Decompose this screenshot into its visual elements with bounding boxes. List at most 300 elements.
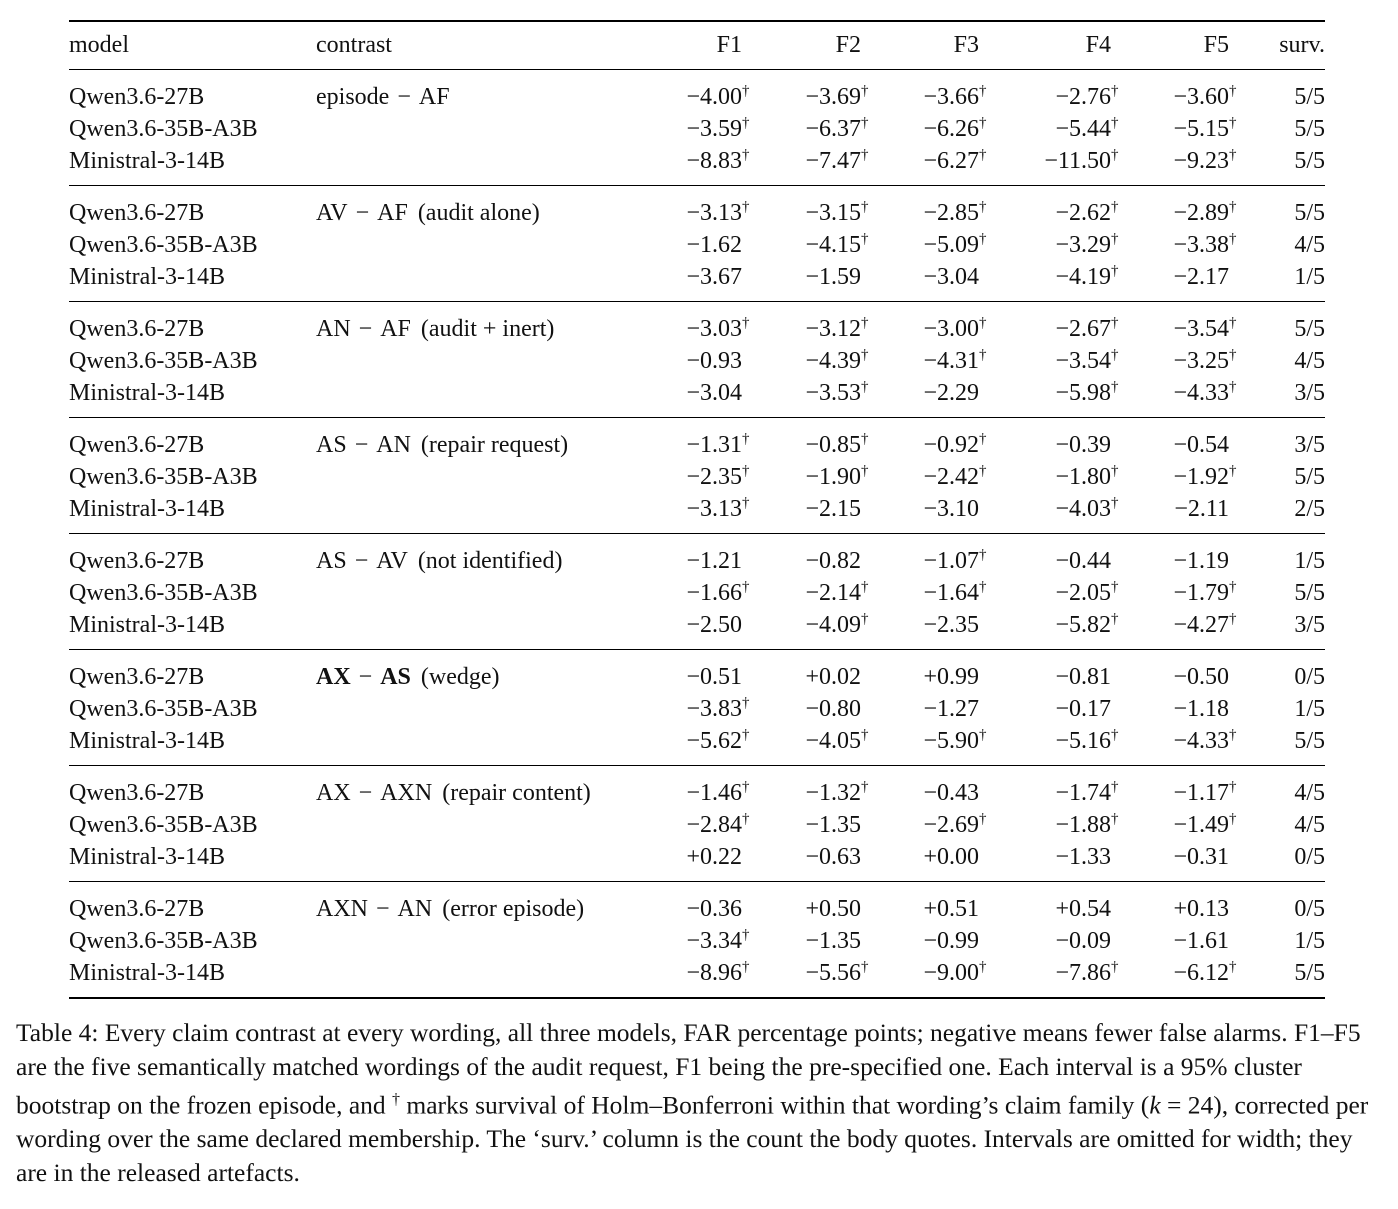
far-value: −0.31 bbox=[1173, 843, 1229, 870]
f4-cell bbox=[988, 925, 1120, 957]
contrast-cell bbox=[316, 261, 660, 302]
f4-cell bbox=[988, 533, 1120, 577]
f3-cell: −3.00† bbox=[923, 314, 987, 342]
contrast-group bbox=[69, 649, 1325, 765]
f3-cell: −0.92† bbox=[923, 430, 987, 458]
contrast-group bbox=[69, 881, 1325, 998]
far-value: −1.46 bbox=[686, 779, 742, 806]
far-value: −4.31 bbox=[923, 347, 979, 374]
header-f1: F1 bbox=[716, 32, 742, 59]
contrast-term-a: episode bbox=[316, 83, 390, 110]
model-cell: Qwen3.6-35B-A3B bbox=[69, 927, 258, 954]
model-cell: Ministral-3-14B bbox=[69, 727, 225, 754]
table-row bbox=[69, 493, 1325, 534]
far-value: −1.17 bbox=[1173, 779, 1229, 806]
far-value: −3.13 bbox=[686, 199, 742, 226]
far-value: −3.59 bbox=[686, 115, 742, 142]
f4-cell: −1.80† bbox=[1055, 462, 1119, 490]
f1-cell: −8.83† bbox=[686, 146, 750, 174]
f5-cell: −9.23† bbox=[1173, 146, 1237, 174]
far-value: −0.17 bbox=[1055, 695, 1111, 722]
contrast-term-a: AX bbox=[316, 779, 351, 806]
f4-cell: −2.67† bbox=[1055, 314, 1119, 342]
f2-cell: −3.15† bbox=[805, 198, 869, 226]
far-value: +0.02 bbox=[805, 663, 861, 690]
f2-cell: −1.90† bbox=[805, 462, 869, 490]
contrast-minus: − bbox=[358, 315, 373, 342]
model-cell: Qwen3.6-35B-A3B bbox=[69, 463, 258, 490]
contrast-minus: − bbox=[354, 547, 369, 574]
contrast-term-b: AF bbox=[380, 315, 411, 342]
contrast-expression bbox=[316, 780, 432, 806]
model-cell: Ministral-3-14B bbox=[69, 611, 225, 638]
surv-cell: 1/5 bbox=[1294, 263, 1325, 290]
table-row bbox=[69, 649, 1325, 693]
surv-cell: 4/5 bbox=[1294, 811, 1325, 838]
f2-cell: −1.32† bbox=[805, 778, 869, 806]
far-value: −1.79 bbox=[1173, 579, 1229, 606]
f3-cell: −5.90† bbox=[923, 726, 987, 754]
f5-cell: −1.17† bbox=[1173, 778, 1237, 806]
table-row bbox=[69, 609, 1325, 650]
far-value: −1.31 bbox=[686, 431, 742, 458]
f1-cell: −5.62† bbox=[686, 726, 750, 754]
f4-cell: −3.29† bbox=[1055, 230, 1119, 258]
far-value: −1.21 bbox=[686, 547, 742, 574]
f4-cell: −4.03† bbox=[1055, 494, 1119, 522]
table-row bbox=[69, 417, 1325, 461]
far-value: −5.09 bbox=[923, 231, 979, 258]
far-value: −7.47 bbox=[805, 147, 861, 174]
contrast-expression bbox=[316, 84, 450, 110]
contrast-group bbox=[69, 417, 1325, 533]
header-model: model bbox=[69, 32, 129, 59]
f3-cell: −6.27† bbox=[923, 146, 987, 174]
f5-cell: −3.60† bbox=[1173, 82, 1237, 110]
f1-cell: −3.59† bbox=[686, 114, 750, 142]
contrast-term-a: AX bbox=[316, 663, 351, 690]
model-cell: Qwen3.6-35B-A3B bbox=[69, 231, 258, 258]
f2-cell bbox=[751, 841, 870, 882]
far-value: −7.86 bbox=[1055, 959, 1111, 986]
far-value: −3.25 bbox=[1173, 347, 1229, 374]
f1-cell: −3.13† bbox=[686, 494, 750, 522]
far-value: −0.36 bbox=[686, 895, 742, 922]
f4-cell: −5.16† bbox=[1055, 726, 1119, 754]
far-value: −3.66 bbox=[923, 83, 979, 110]
surv-cell: 4/5 bbox=[1294, 231, 1325, 258]
far-value: −1.27 bbox=[923, 695, 979, 722]
f1-cell: −8.96† bbox=[686, 958, 750, 986]
table-row bbox=[69, 765, 1325, 809]
far-value: −4.09 bbox=[805, 611, 861, 638]
contrast-term-a: AS bbox=[316, 547, 347, 574]
f3-cell: −5.09† bbox=[923, 230, 987, 258]
far-value: −8.83 bbox=[686, 147, 742, 174]
far-value: +0.50 bbox=[805, 895, 861, 922]
far-value: −3.34 bbox=[686, 927, 742, 954]
contrast-term-b: AF bbox=[418, 83, 450, 110]
caption-text-2: marks survival of Holm–Bonferroni within that wording’s claim family ( bbox=[406, 1090, 1150, 1120]
far-value: −1.07 bbox=[923, 547, 979, 574]
far-value: −4.15 bbox=[805, 231, 861, 258]
f3-cell bbox=[870, 649, 988, 693]
contrast-minus: − bbox=[376, 895, 390, 922]
far-value: −1.80 bbox=[1055, 463, 1111, 490]
f2-cell: −6.37† bbox=[805, 114, 869, 142]
f2-cell: −4.39† bbox=[805, 346, 869, 374]
far-value: −0.54 bbox=[1173, 431, 1229, 458]
contrast-cell bbox=[316, 229, 660, 261]
f3-cell bbox=[870, 261, 988, 302]
table-row bbox=[69, 577, 1325, 609]
f4-cell: −2.76† bbox=[1055, 82, 1119, 110]
f3-cell bbox=[870, 493, 988, 534]
f4-cell: −2.05† bbox=[1055, 578, 1119, 606]
far-value: −2.35 bbox=[686, 463, 742, 490]
far-value: −3.60 bbox=[1173, 83, 1229, 110]
model-cell: Ministral-3-14B bbox=[69, 843, 225, 870]
far-value: −3.69 bbox=[805, 83, 861, 110]
contrast-cell bbox=[316, 925, 660, 957]
f1-cell: −3.03† bbox=[686, 314, 750, 342]
f2-cell bbox=[751, 649, 870, 693]
surv-cell: 2/5 bbox=[1294, 495, 1325, 522]
far-value: −2.15 bbox=[805, 495, 861, 522]
contrast-term-b: AV bbox=[376, 547, 408, 574]
contrast-cell bbox=[316, 649, 660, 693]
far-value: −3.54 bbox=[1173, 315, 1229, 342]
contrast-cell bbox=[316, 725, 660, 766]
f4-cell: −7.86† bbox=[1055, 958, 1119, 986]
far-value: −0.99 bbox=[923, 927, 979, 954]
far-value: −3.00 bbox=[923, 315, 979, 342]
far-value: +0.13 bbox=[1173, 895, 1229, 922]
contrast-cell bbox=[316, 533, 660, 577]
table-row bbox=[69, 229, 1325, 261]
far-value: −3.54 bbox=[1055, 347, 1111, 374]
f5-cell bbox=[1120, 881, 1238, 925]
table-row bbox=[69, 113, 1325, 145]
far-value: −4.39 bbox=[805, 347, 861, 374]
f2-cell: −3.53† bbox=[805, 378, 869, 406]
far-value: −6.27 bbox=[923, 147, 979, 174]
surv-cell: 5/5 bbox=[1294, 147, 1325, 174]
f1-cell: −3.83† bbox=[686, 694, 750, 722]
f5-cell: −4.33† bbox=[1173, 726, 1237, 754]
table-row bbox=[69, 345, 1325, 377]
f2-cell bbox=[751, 493, 870, 534]
f4-cell bbox=[988, 649, 1120, 693]
table-header bbox=[69, 21, 1325, 69]
f2-cell bbox=[751, 261, 870, 302]
f3-cell bbox=[870, 609, 988, 650]
surv-cell: 0/5 bbox=[1294, 843, 1325, 870]
model-cell: Qwen3.6-27B bbox=[69, 83, 205, 110]
far-value: −5.82 bbox=[1055, 611, 1111, 638]
f1-cell bbox=[660, 345, 751, 377]
f5-cell bbox=[1120, 261, 1238, 302]
model-cell: Qwen3.6-35B-A3B bbox=[69, 347, 258, 374]
model-cell: Ministral-3-14B bbox=[69, 495, 225, 522]
f5-cell: −5.15† bbox=[1173, 114, 1237, 142]
f2-cell: −4.09† bbox=[805, 610, 869, 638]
far-value: −0.39 bbox=[1055, 431, 1111, 458]
surv-cell: 3/5 bbox=[1294, 431, 1325, 458]
far-value: −2.42 bbox=[923, 463, 979, 490]
far-value: −0.82 bbox=[805, 547, 861, 574]
contrast-note: (repair content) bbox=[442, 779, 591, 806]
f3-cell bbox=[870, 925, 988, 957]
far-value: −1.59 bbox=[805, 263, 861, 290]
far-value: −3.83 bbox=[686, 695, 742, 722]
f3-cell: −1.07† bbox=[923, 546, 987, 574]
contrast-cell bbox=[316, 185, 660, 229]
far-value: −4.33 bbox=[1173, 379, 1229, 406]
table-row bbox=[69, 841, 1325, 882]
f5-cell: −1.79† bbox=[1173, 578, 1237, 606]
f1-cell bbox=[660, 881, 751, 925]
far-value: −2.11 bbox=[1174, 495, 1229, 522]
header-f2: F2 bbox=[835, 32, 861, 59]
far-value: −1.62 bbox=[686, 231, 742, 258]
contrast-cell bbox=[316, 881, 660, 925]
surv-cell: 5/5 bbox=[1294, 199, 1325, 226]
far-value: −5.15 bbox=[1173, 115, 1229, 142]
far-value: −6.26 bbox=[923, 115, 979, 142]
f3-cell: −1.64† bbox=[923, 578, 987, 606]
f3-cell: −2.69† bbox=[923, 810, 987, 838]
far-value: −0.93 bbox=[686, 347, 742, 374]
model-cell: Qwen3.6-27B bbox=[69, 779, 205, 806]
far-value: −5.56 bbox=[805, 959, 861, 986]
f4-cell: −11.50† bbox=[1044, 146, 1119, 174]
f4-cell bbox=[988, 693, 1120, 725]
f4-cell: −3.54† bbox=[1055, 346, 1119, 374]
far-value: −0.81 bbox=[1055, 663, 1111, 690]
f4-cell bbox=[988, 881, 1120, 925]
f5-cell bbox=[1120, 841, 1238, 882]
f1-cell bbox=[660, 377, 751, 418]
surv-cell: 0/5 bbox=[1294, 895, 1325, 922]
far-value: −1.61 bbox=[1173, 927, 1229, 954]
contrast-expression bbox=[316, 896, 432, 922]
far-value: −4.00 bbox=[686, 83, 742, 110]
f5-cell bbox=[1120, 649, 1238, 693]
contrast-cell bbox=[316, 113, 660, 145]
model-cell: Ministral-3-14B bbox=[69, 263, 225, 290]
contrast-expression bbox=[316, 316, 411, 342]
caption-dagger: † bbox=[392, 1091, 401, 1108]
table-row bbox=[69, 533, 1325, 577]
f5-cell: −3.38† bbox=[1173, 230, 1237, 258]
far-value: −0.63 bbox=[805, 843, 861, 870]
far-value: −4.27 bbox=[1173, 611, 1229, 638]
f3-cell bbox=[870, 377, 988, 418]
model-cell: Qwen3.6-27B bbox=[69, 895, 205, 922]
contrast-term-b: AF bbox=[377, 199, 408, 226]
contrast-cell bbox=[316, 461, 660, 493]
contrast-group bbox=[69, 301, 1325, 417]
model-cell: Qwen3.6-27B bbox=[69, 663, 205, 690]
f1-cell: −2.35† bbox=[686, 462, 750, 490]
far-value: −3.13 bbox=[686, 495, 742, 522]
far-value: −1.49 bbox=[1173, 811, 1229, 838]
far-value: −2.29 bbox=[923, 379, 979, 406]
table-caption bbox=[16, 1016, 1386, 1189]
contrast-expression bbox=[316, 664, 411, 690]
far-value: +0.00 bbox=[923, 843, 979, 870]
table-row bbox=[69, 185, 1325, 229]
contrast-minus: − bbox=[354, 431, 369, 458]
f1-cell: −1.46† bbox=[686, 778, 750, 806]
far-value: −3.38 bbox=[1173, 231, 1229, 258]
contrast-cell bbox=[316, 345, 660, 377]
results-table bbox=[69, 20, 1325, 999]
f1-cell bbox=[660, 229, 751, 261]
contrast-note: (error episode) bbox=[442, 895, 585, 922]
f5-cell: −1.49† bbox=[1173, 810, 1237, 838]
contrast-group bbox=[69, 69, 1325, 185]
contrast-term-a: AXN bbox=[316, 895, 368, 922]
far-value: −1.66 bbox=[686, 579, 742, 606]
f2-cell: −2.14† bbox=[805, 578, 869, 606]
table-row bbox=[69, 301, 1325, 345]
surv-cell: 1/5 bbox=[1294, 547, 1325, 574]
f4-cell: −2.62† bbox=[1055, 198, 1119, 226]
model-cell: Qwen3.6-27B bbox=[69, 315, 205, 342]
table-row bbox=[69, 693, 1325, 725]
f5-cell bbox=[1120, 417, 1238, 461]
f4-cell: −5.82† bbox=[1055, 610, 1119, 638]
table-row bbox=[69, 925, 1325, 957]
far-value: −1.35 bbox=[805, 811, 861, 838]
far-value: −5.98 bbox=[1055, 379, 1111, 406]
f1-cell: −3.13† bbox=[686, 198, 750, 226]
far-value: −2.84 bbox=[686, 811, 742, 838]
contrast-cell bbox=[316, 301, 660, 345]
table-row bbox=[69, 261, 1325, 302]
f2-cell bbox=[751, 693, 870, 725]
contrast-term-a: AV bbox=[316, 199, 348, 226]
f2-cell: −4.05† bbox=[805, 726, 869, 754]
surv-cell: 0/5 bbox=[1294, 663, 1325, 690]
surv-cell: 3/5 bbox=[1294, 379, 1325, 406]
f2-cell bbox=[751, 809, 870, 841]
f3-cell: −3.66† bbox=[923, 82, 987, 110]
surv-cell: 5/5 bbox=[1294, 727, 1325, 754]
far-value: −9.00 bbox=[923, 959, 979, 986]
f5-cell: −4.33† bbox=[1173, 378, 1237, 406]
model-cell: Ministral-3-14B bbox=[69, 379, 225, 406]
f2-cell: −0.85† bbox=[805, 430, 869, 458]
f5-cell: −2.89† bbox=[1173, 198, 1237, 226]
far-value: −6.12 bbox=[1173, 959, 1229, 986]
contrast-group bbox=[69, 765, 1325, 881]
contrast-note: (repair request) bbox=[420, 431, 569, 458]
model-cell: Ministral-3-14B bbox=[69, 959, 225, 986]
far-value: −1.90 bbox=[805, 463, 861, 490]
far-value: −3.04 bbox=[686, 379, 742, 406]
contrast-note: (audit alone) bbox=[417, 199, 540, 226]
model-cell: Qwen3.6-27B bbox=[69, 547, 205, 574]
far-value: −1.92 bbox=[1173, 463, 1229, 490]
contrast-term-b: AXN bbox=[380, 779, 433, 806]
caption-k-variable: k bbox=[1149, 1090, 1161, 1120]
header-contrast: contrast bbox=[316, 32, 392, 59]
f4-cell bbox=[988, 417, 1120, 461]
f4-cell: −5.98† bbox=[1055, 378, 1119, 406]
f5-cell: −4.27† bbox=[1173, 610, 1237, 638]
contrast-note: (audit + inert) bbox=[420, 315, 555, 342]
far-value: −4.19 bbox=[1055, 263, 1111, 290]
far-value: −1.74 bbox=[1055, 779, 1111, 806]
far-value: +0.51 bbox=[923, 895, 979, 922]
f2-cell: −4.15† bbox=[805, 230, 869, 258]
table-row bbox=[69, 145, 1325, 186]
contrast-cell bbox=[316, 841, 660, 882]
f5-cell bbox=[1120, 693, 1238, 725]
far-value: −3.12 bbox=[805, 315, 861, 342]
contrast-cell bbox=[316, 693, 660, 725]
far-value: +0.22 bbox=[686, 843, 742, 870]
f3-cell: −2.42† bbox=[923, 462, 987, 490]
f3-cell bbox=[870, 841, 988, 882]
contrast-cell bbox=[316, 609, 660, 650]
f5-cell bbox=[1120, 925, 1238, 957]
table-row bbox=[69, 725, 1325, 766]
surv-cell: 3/5 bbox=[1294, 611, 1325, 638]
far-value: −0.92 bbox=[923, 431, 979, 458]
contrast-cell bbox=[316, 377, 660, 418]
model-cell: Qwen3.6-35B-A3B bbox=[69, 579, 258, 606]
surv-cell: 5/5 bbox=[1294, 83, 1325, 110]
table-row bbox=[69, 957, 1325, 998]
f1-cell bbox=[660, 609, 751, 650]
contrast-minus: − bbox=[355, 199, 370, 226]
f5-cell bbox=[1120, 493, 1238, 534]
contrast-group bbox=[69, 185, 1325, 301]
contrast-term-b: AS bbox=[380, 663, 411, 690]
far-value: −2.85 bbox=[923, 199, 979, 226]
contrast-cell bbox=[316, 69, 660, 113]
contrast-term-b: AN bbox=[397, 895, 433, 922]
model-cell: Ministral-3-14B bbox=[69, 147, 225, 174]
far-value: −5.62 bbox=[686, 727, 742, 754]
caption-text-1: Every claim contrast at every wording, all three models, FAR percentage points; negative means fewer false alarms. F1–F5 are the five semantically matched wordings of the audit request, F1 being the pre-specified one. Each interval is a 95% cluster bootstrap on the frozen episode, and bbox=[16, 1018, 1361, 1120]
model-cell: Qwen3.6-35B-A3B bbox=[69, 115, 258, 142]
far-value: −1.64 bbox=[923, 579, 979, 606]
f3-cell: −9.00† bbox=[923, 958, 987, 986]
far-value: −3.03 bbox=[686, 315, 742, 342]
far-value: −1.33 bbox=[1055, 843, 1111, 870]
header-f4: F4 bbox=[1085, 32, 1111, 59]
far-value: −8.96 bbox=[686, 959, 742, 986]
model-cell: Qwen3.6-35B-A3B bbox=[69, 695, 258, 722]
f1-cell bbox=[660, 533, 751, 577]
far-value: −2.50 bbox=[686, 611, 742, 638]
surv-cell: 5/5 bbox=[1294, 463, 1325, 490]
far-value: −1.18 bbox=[1173, 695, 1229, 722]
f1-cell: −3.34† bbox=[686, 926, 750, 954]
far-value: −0.51 bbox=[686, 663, 742, 690]
contrast-minus: − bbox=[397, 83, 411, 110]
contrast-cell bbox=[316, 145, 660, 186]
far-value: −0.50 bbox=[1173, 663, 1229, 690]
header-surv: surv. bbox=[1279, 32, 1325, 59]
f3-cell: −2.85† bbox=[923, 198, 987, 226]
far-value: −4.33 bbox=[1173, 727, 1229, 754]
